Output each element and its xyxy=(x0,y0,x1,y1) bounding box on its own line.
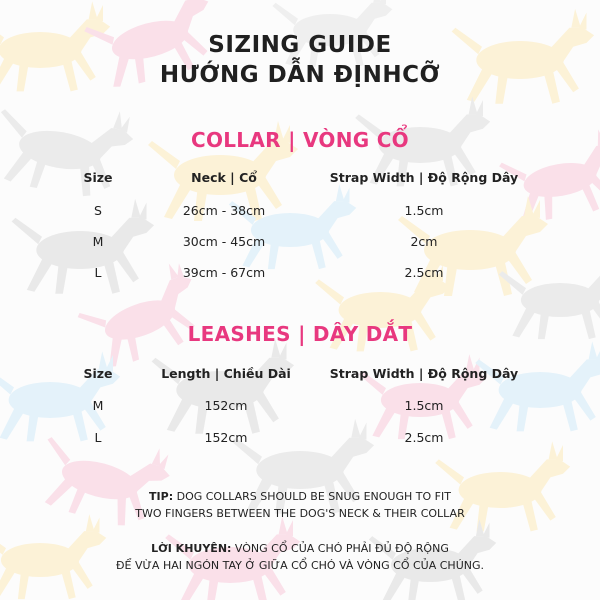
tip-english-line2: TWO FINGERS BETWEEN THE DOG'S NECK & THEIR COLLAR xyxy=(135,507,465,520)
table-cell: 39cm - 67cm xyxy=(182,265,266,280)
table-cell: M xyxy=(92,234,104,249)
leashes-header-size: Size xyxy=(83,366,113,381)
table-cell: S xyxy=(94,203,102,218)
table-cell: 2.5cm xyxy=(404,430,444,445)
collar-heading: COLLAR | VÒNG CỔ xyxy=(190,128,409,152)
tip-vietnamese xyxy=(0,540,600,574)
table-cell: 1.5cm xyxy=(404,398,444,413)
tip-english-line1 xyxy=(0,488,600,505)
leashes-heading: LEASHES | DÂY DẮT xyxy=(187,322,413,346)
table-cell: 26cm - 38cm xyxy=(182,203,266,218)
tip-vietnamese-text: VÒNG CỔ CỦA CHÓ PHẢI ĐỦ ĐỘ RỘNG xyxy=(231,542,449,555)
table-cell: L xyxy=(94,265,102,280)
tip-vietnamese-line2: ĐỂ VỪA HAI NGÓN TAY Ở GIỮA CỔ CHÓ VÀ VÒNG CỔ CỦA CHÚNG. xyxy=(115,559,484,572)
table-cell: 30cm - 45cm xyxy=(182,234,266,249)
table-cell: 2cm xyxy=(410,234,438,249)
collar-header-size: Size xyxy=(83,170,113,185)
leashes-header-length: Length | Chiều Dài xyxy=(161,366,291,381)
tip-english-text: DOG COLLARS SHOULD BE SNUG ENOUGH TO FIT xyxy=(173,490,451,503)
page-title-vietnamese: HƯỚNG DẪN ĐỊNHCỠ xyxy=(159,62,441,88)
tip-english-label: TIP: xyxy=(149,490,174,503)
table-cell: 152cm xyxy=(204,398,248,413)
tip-english xyxy=(0,488,600,522)
collar-header-neck: Neck | Cổ xyxy=(191,170,257,185)
table-cell: 2.5cm xyxy=(404,265,444,280)
table-cell: 152cm xyxy=(204,430,248,445)
tip-vietnamese-line1 xyxy=(0,540,600,557)
page-title: SIZING GUIDE xyxy=(208,32,392,58)
table-cell: 1.5cm xyxy=(404,203,444,218)
table-cell: L xyxy=(94,430,102,445)
table-cell: M xyxy=(92,398,104,413)
leashes-header-strap-width: Strap Width | Độ Rộng Dây xyxy=(329,366,519,381)
tip-vietnamese-label: LỜI KHUYÊN: xyxy=(151,542,232,555)
collar-header-strap-width: Strap Width | Độ Rộng Dây xyxy=(329,170,519,185)
